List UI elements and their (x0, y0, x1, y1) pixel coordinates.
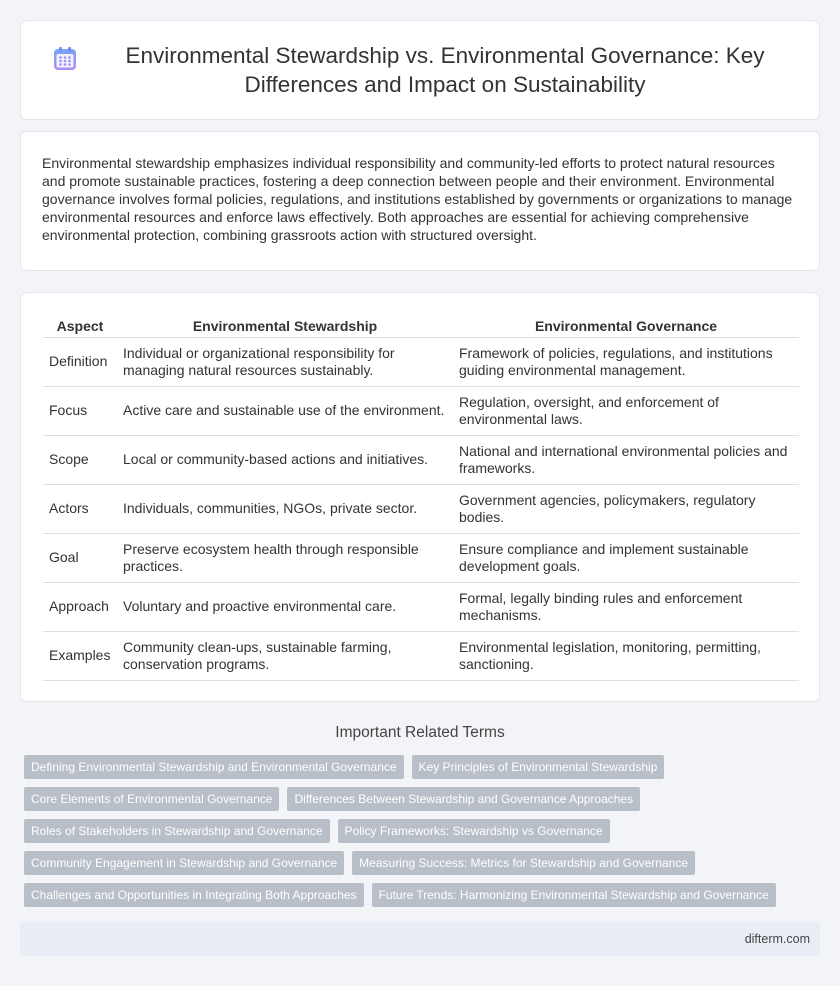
related-term-link[interactable]: Defining Environmental Stewardship and Environmental Governance (24, 755, 404, 779)
calendar-grid-icon (51, 45, 79, 73)
header-aspect: Aspect (56, 317, 104, 334)
related-term-link[interactable]: Challenges and Opportunities in Integrating Both Approaches (24, 883, 364, 907)
table-row (43, 533, 799, 582)
tag-row (24, 883, 824, 907)
comparison-table (43, 313, 799, 681)
row-stewardship: Voluntary and proactive environmental care. (117, 582, 453, 631)
related-term-link[interactable]: Community Engagement in Stewardship and Governance (24, 851, 344, 875)
related-term-link[interactable]: Roles of Stakeholders in Stewardship and Governance (24, 819, 330, 843)
row-aspect: Goal (43, 533, 117, 582)
footer-site-name: difterm.com (744, 932, 810, 946)
row-stewardship: Individuals, communities, NGOs, private sector. (117, 484, 453, 533)
row-governance: Formal, legally binding rules and enforcement mechanisms. (453, 582, 799, 631)
header-governance: Environmental Governance (534, 317, 718, 334)
header-stewardship: Environmental Stewardship (192, 317, 378, 334)
row-stewardship: Preserve ecosystem health through responsible practices. (117, 533, 453, 582)
tag-row (24, 787, 824, 811)
row-governance: Environmental legislation, monitoring, permitting, sanctioning. (453, 631, 799, 680)
related-term-link[interactable]: Policy Frameworks: Stewardship vs Governance (338, 819, 610, 843)
row-governance: Regulation, oversight, and enforcement of environmental laws. (453, 386, 799, 435)
table-row (43, 337, 799, 386)
related-term-link[interactable]: Measuring Success: Metrics for Stewardship and Governance (352, 851, 695, 875)
related-term-link[interactable]: Future Trends: Harmonizing Environmental Stewardship and Governance (372, 883, 776, 907)
row-governance: National and international environmental policies and frameworks. (453, 435, 799, 484)
related-terms-heading: Important Related Terms (335, 724, 505, 741)
row-stewardship: Individual or organizational responsibility for managing natural resources sustainably. (117, 337, 453, 386)
table-row (43, 631, 799, 680)
tag-row (24, 755, 824, 779)
row-aspect: Approach (43, 582, 117, 631)
tag-row (24, 851, 824, 875)
row-governance: Ensure compliance and implement sustainable development goals. (453, 533, 799, 582)
row-stewardship: Community clean-ups, sustainable farming, conservation programs. (117, 631, 453, 680)
row-stewardship: Active care and sustainable use of the environment. (117, 386, 453, 435)
related-term-link[interactable]: Core Elements of Environmental Governance (24, 787, 279, 811)
footer (20, 922, 820, 956)
title-wrap (51, 41, 789, 99)
row-aspect: Scope (43, 435, 117, 484)
table-row (43, 582, 799, 631)
tag-row (24, 819, 824, 843)
header-card (20, 20, 820, 120)
related-term-link[interactable]: Differences Between Stewardship and Governance Approaches (287, 787, 640, 811)
related-terms-list (24, 755, 824, 915)
row-governance: Government agencies, policymakers, regulatory bodies. (453, 484, 799, 533)
row-aspect: Actors (43, 484, 117, 533)
row-aspect: Definition (43, 337, 117, 386)
table-header-row (43, 313, 799, 337)
related-term-link[interactable]: Key Principles of Environmental Stewardship (412, 755, 665, 779)
table-row (43, 435, 799, 484)
row-stewardship: Local or community-based actions and initiatives. (117, 435, 453, 484)
table-row (43, 386, 799, 435)
table-row (43, 484, 799, 533)
intro-paragraph: Environmental stewardship emphasizes individual responsibility and community-led efforts to protect natural resources and promote sustainable practices, fostering a deep connection between people and their environment. Environmental governance involves formal policies, regulations, and institutions established by governments or organizations to manage environmental resources and enforce laws effectively. Both approaches are essential for achieving comprehensive environmental protection, combining grassroots action with structured oversight. (42, 155, 793, 243)
page-title: Environmental Stewardship vs. Environmental Governance: Key Differences and Impact on Sustainability (125, 43, 765, 97)
row-aspect: Examples (43, 631, 117, 680)
table-card (20, 292, 820, 702)
row-aspect: Focus (43, 386, 117, 435)
intro-card (20, 131, 820, 271)
row-governance: Framework of policies, regulations, and institutions guiding environmental management. (453, 337, 799, 386)
